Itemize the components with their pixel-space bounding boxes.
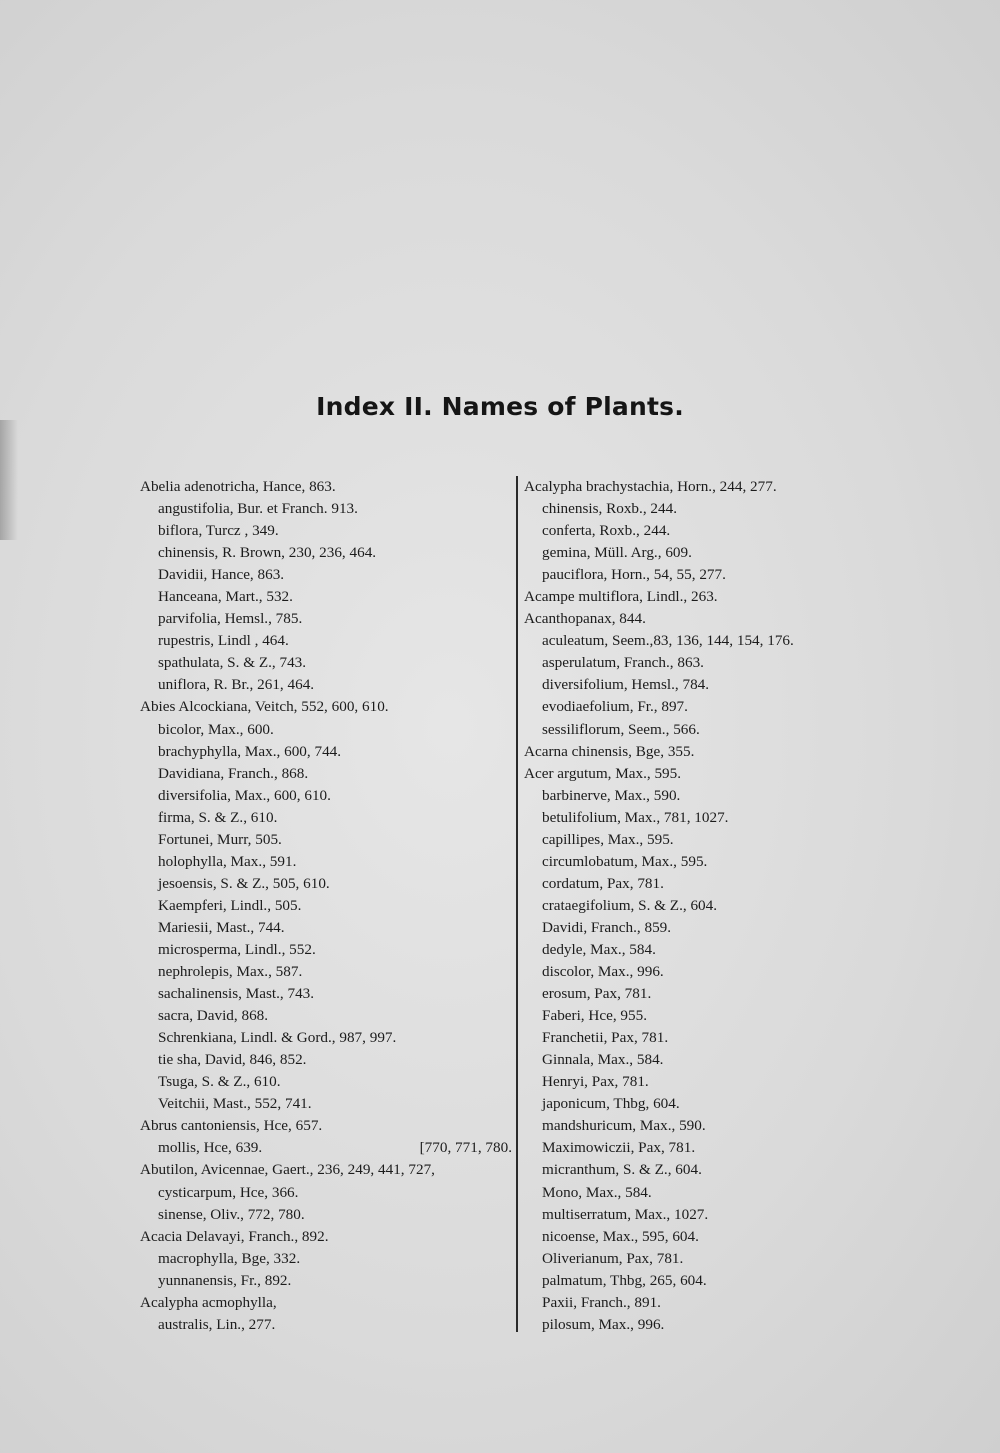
index-subentry xyxy=(140,829,512,851)
index-subentry xyxy=(524,1049,864,1071)
index-subentry xyxy=(524,1115,864,1137)
index-subentry xyxy=(140,652,512,674)
index-subentry xyxy=(524,696,864,718)
entry-text: Abies Alcockiana, Veitch, 552, 600, 610. xyxy=(140,698,389,716)
entry-text: Abrus cantoniensis, Hce, 657. xyxy=(140,1117,323,1135)
entry-text: cordatum, Pax, 781. xyxy=(542,874,664,892)
entry-text: palmatum, Thbg, 265, 604. xyxy=(542,1271,707,1289)
index-subentry xyxy=(524,1248,864,1270)
index-subentry xyxy=(140,785,512,807)
index-subentry xyxy=(140,807,512,829)
binding-shadow xyxy=(0,420,18,540)
entry-text: uniflora, R. Br., 261, 464. xyxy=(158,676,315,694)
entry-text: spathulata, S. & Z., 743. xyxy=(158,654,307,672)
index-subentry xyxy=(140,1071,512,1093)
index-subentry xyxy=(140,895,512,917)
entry-text: barbinerve, Max., 590. xyxy=(542,786,681,804)
entry-text: chinensis, R. Brown, 230, 236, 464. xyxy=(158,544,377,562)
index-subentry xyxy=(524,1137,864,1159)
entry-text: Davidiana, Franch., 868. xyxy=(158,764,309,782)
entry-text: microsperma, Lindl., 552. xyxy=(158,940,316,958)
entry-text: gemina, Müll. Arg., 609. xyxy=(542,544,692,562)
index-subentry xyxy=(524,564,864,586)
entry-text: Faberi, Hce, 955. xyxy=(542,1007,648,1025)
index-subentry xyxy=(524,829,864,851)
entry-text: dedyle, Max., 584. xyxy=(542,940,656,958)
index-column-left xyxy=(140,476,512,1336)
entry-text: Acer argutum, Max., 595. xyxy=(524,764,682,782)
index-subentry xyxy=(140,917,512,939)
index-subentry xyxy=(140,608,512,630)
index-entry xyxy=(140,696,512,718)
entry-text: diversifolia, Max., 600, 610. xyxy=(158,786,331,804)
index-entry xyxy=(524,586,864,608)
index-subentry xyxy=(524,520,864,542)
entry-text: japonicum, Thbg, 604. xyxy=(542,1095,680,1113)
index-subentry xyxy=(524,785,864,807)
index-entry xyxy=(140,476,512,498)
entry-text: diversifolium, Hemsl., 784. xyxy=(542,676,710,694)
index-subentry xyxy=(140,1027,512,1049)
index-subentry xyxy=(140,939,512,961)
index-subentry xyxy=(524,1292,864,1314)
index-subentry xyxy=(524,807,864,829)
entry-text: pilosum, Max., 996. xyxy=(542,1315,665,1333)
index-subentry xyxy=(524,851,864,873)
index-subentry xyxy=(140,1005,512,1027)
entry-text: rupestris, Lindl , 464. xyxy=(158,632,289,650)
entry-text: tie sha, David, 846, 852. xyxy=(158,1051,307,1069)
index-entry xyxy=(524,476,864,498)
entry-text: sessiliflorum, Seem., 566. xyxy=(542,720,700,738)
index-entry xyxy=(524,608,864,630)
entry-text: parvifolia, Hemsl., 785. xyxy=(158,610,303,628)
entry-text: multiserratum, Max., 1027. xyxy=(542,1205,709,1223)
entry-text: circumlobatum, Max., 595. xyxy=(542,852,708,870)
entry-text: holophylla, Max., 591. xyxy=(158,852,297,870)
index-subentry xyxy=(140,763,512,785)
entry-text: Abelia adenotricha, Hance, 863. xyxy=(140,478,336,495)
entry-text: Mono, Max., 584. xyxy=(542,1183,652,1201)
index-subentry xyxy=(524,1226,864,1248)
entry-text: angustifolia, Bur. et Franch. 913. xyxy=(158,500,358,518)
index-entry xyxy=(524,741,864,763)
index-entry xyxy=(140,1115,512,1137)
index-subentry xyxy=(140,498,512,520)
entry-text: firma, S. & Z., 610. xyxy=(158,808,278,826)
entry-text: Acarna chinensis, Bge, 355. xyxy=(524,742,695,760)
entry-text: Schrenkiana, Lindl. & Gord., 987, 997. xyxy=(158,1029,397,1047)
entry-text: sinense, Oliv., 772, 780. xyxy=(158,1205,305,1223)
index-entry xyxy=(524,763,864,785)
entry-text: Kaempferi, Lindl., 505. xyxy=(158,896,302,914)
entry-text: bicolor, Max., 600. xyxy=(158,720,274,738)
entry-text: Franchetii, Pax, 781. xyxy=(542,1029,669,1047)
index-subentry xyxy=(524,961,864,983)
entry-text: Veitchii, Mast., 552, 741. xyxy=(158,1095,312,1113)
index-subentry xyxy=(524,939,864,961)
index-subentry xyxy=(524,895,864,917)
index-subentry xyxy=(140,873,512,895)
index-subentry xyxy=(140,1314,512,1336)
index-subentry xyxy=(140,1270,512,1292)
index-subentry xyxy=(524,983,864,1005)
index-subentry xyxy=(140,851,512,873)
entry-text: australis, Lin., 277. xyxy=(158,1315,276,1333)
entry-text: biflora, Turcz , 349. xyxy=(158,522,279,540)
entry-text: pauciflora, Horn., 54, 55, 277. xyxy=(542,566,726,584)
entry-text: Davidi, Franch., 859. xyxy=(542,918,672,936)
entry-text: sacra, David, 868. xyxy=(158,1007,269,1025)
entry-text: mollis, Hce, 639. xyxy=(158,1139,263,1157)
entry-text: asperulatum, Franch., 863. xyxy=(542,654,704,672)
entry-text: conferta, Roxb., 244. xyxy=(542,522,671,540)
entry-text: Acanthopanax, 844. xyxy=(524,610,646,628)
entry-text: Mariesii, Mast., 744. xyxy=(158,918,285,936)
index-subentry xyxy=(524,1027,864,1049)
index-subentry xyxy=(140,542,512,564)
index-subentry xyxy=(140,719,512,741)
index-subentry xyxy=(524,1204,864,1226)
entry-text: sachalinensis, Mast., 743. xyxy=(158,985,315,1003)
index-subentry xyxy=(140,1248,512,1270)
entry-text: Davidii, Hance, 863. xyxy=(158,566,285,584)
index-subentry xyxy=(140,961,512,983)
index-subentry xyxy=(524,719,864,741)
entry-text: chinensis, Roxb., 244. xyxy=(542,500,677,518)
index-subentry xyxy=(524,917,864,939)
index-subentry xyxy=(524,674,864,696)
index-subentry xyxy=(140,630,512,652)
entry-text: Fortunei, Murr, 505. xyxy=(158,830,282,848)
index-subentry xyxy=(524,542,864,564)
entry-text: brachyphylla, Max., 600, 744. xyxy=(158,742,342,760)
index-subentry xyxy=(140,983,512,1005)
entry-text: Ginnala, Max., 584. xyxy=(542,1051,664,1069)
entry-text: evodiaefolium, Fr., 897. xyxy=(542,698,688,716)
index-entry xyxy=(140,1226,512,1248)
entry-text: yunnanensis, Fr., 892. xyxy=(158,1271,292,1289)
entry-text: Maximowiczii, Pax, 781. xyxy=(542,1139,696,1157)
index-subentry xyxy=(524,1182,864,1204)
entry-text: Henryi, Pax, 781. xyxy=(542,1073,649,1091)
index-subentry xyxy=(140,1182,512,1204)
index-column-right xyxy=(524,476,864,1336)
entry-text: betulifolium, Max., 781, 1027. xyxy=(542,808,729,826)
index-subentry xyxy=(524,652,864,674)
entry-text: Hanceana, Mart., 532. xyxy=(158,588,293,606)
column-divider xyxy=(516,476,518,1332)
entry-text: Paxii, Franch., 891. xyxy=(542,1293,661,1311)
index-subentry xyxy=(524,873,864,895)
index-subentry xyxy=(524,1314,864,1336)
index-subentry xyxy=(140,564,512,586)
entry-text: nicoense, Max., 595, 604. xyxy=(542,1227,699,1245)
entry-text: Acacia Delavayi, Franch., 892. xyxy=(140,1227,329,1245)
entry-text: Tsuga, S. & Z., 610. xyxy=(158,1073,281,1091)
entry-text: mandshuricum, Max., 590. xyxy=(542,1117,706,1135)
entry-text: Oliverianum, Pax, 781. xyxy=(542,1249,684,1267)
entry-text: aculeatum, Seem.,83, 136, 144, 154, 176. xyxy=(542,632,794,650)
index-subentry xyxy=(140,1204,512,1226)
entry-continuation: [770, 771, 780. xyxy=(419,1139,512,1157)
entry-text: capillipes, Max., 595. xyxy=(542,830,674,848)
index-subentry xyxy=(524,630,864,652)
index-subentry xyxy=(524,498,864,520)
index-subentry xyxy=(140,520,512,542)
index-subentry xyxy=(524,1071,864,1093)
index-subentry xyxy=(140,586,512,608)
index-subentry xyxy=(524,1270,864,1292)
entry-text: macrophylla, Bge, 332. xyxy=(158,1249,301,1267)
entry-text: erosum, Pax, 781. xyxy=(542,985,652,1003)
index-entry xyxy=(140,1159,512,1181)
index-subentry xyxy=(140,1049,512,1071)
entry-text: discolor, Max., 996. xyxy=(542,963,664,981)
index-entry xyxy=(140,1292,512,1314)
entry-text: crataegifolium, S. & Z., 604. xyxy=(542,896,718,914)
entry-text: jesoensis, S. & Z., 505, 610. xyxy=(158,874,330,892)
entry-text: nephrolepis, Max., 587. xyxy=(158,963,303,981)
entry-text: Acalypha brachystachia, Horn., 244, 277. xyxy=(524,478,777,495)
index-subentry xyxy=(524,1005,864,1027)
entry-text: Acampe multiflora, Lindl., 263. xyxy=(524,588,718,606)
page-title: Index II. Names of Plants. xyxy=(316,392,684,421)
index-subentry xyxy=(140,741,512,763)
entry-text: Abutilon, Avicennae, Gaert., 236, 249, 441, 727, xyxy=(140,1161,435,1179)
index-subentry xyxy=(524,1159,864,1181)
entry-text: Acalypha acmophylla, xyxy=(140,1293,277,1311)
index-subentry xyxy=(140,674,512,696)
index-subentry xyxy=(524,1093,864,1115)
index-subentry xyxy=(140,1093,512,1115)
entry-text: cysticarpum, Hce, 366. xyxy=(158,1183,299,1201)
entry-text: micranthum, S. & Z., 604. xyxy=(542,1161,702,1179)
index-subentry xyxy=(140,1137,512,1159)
